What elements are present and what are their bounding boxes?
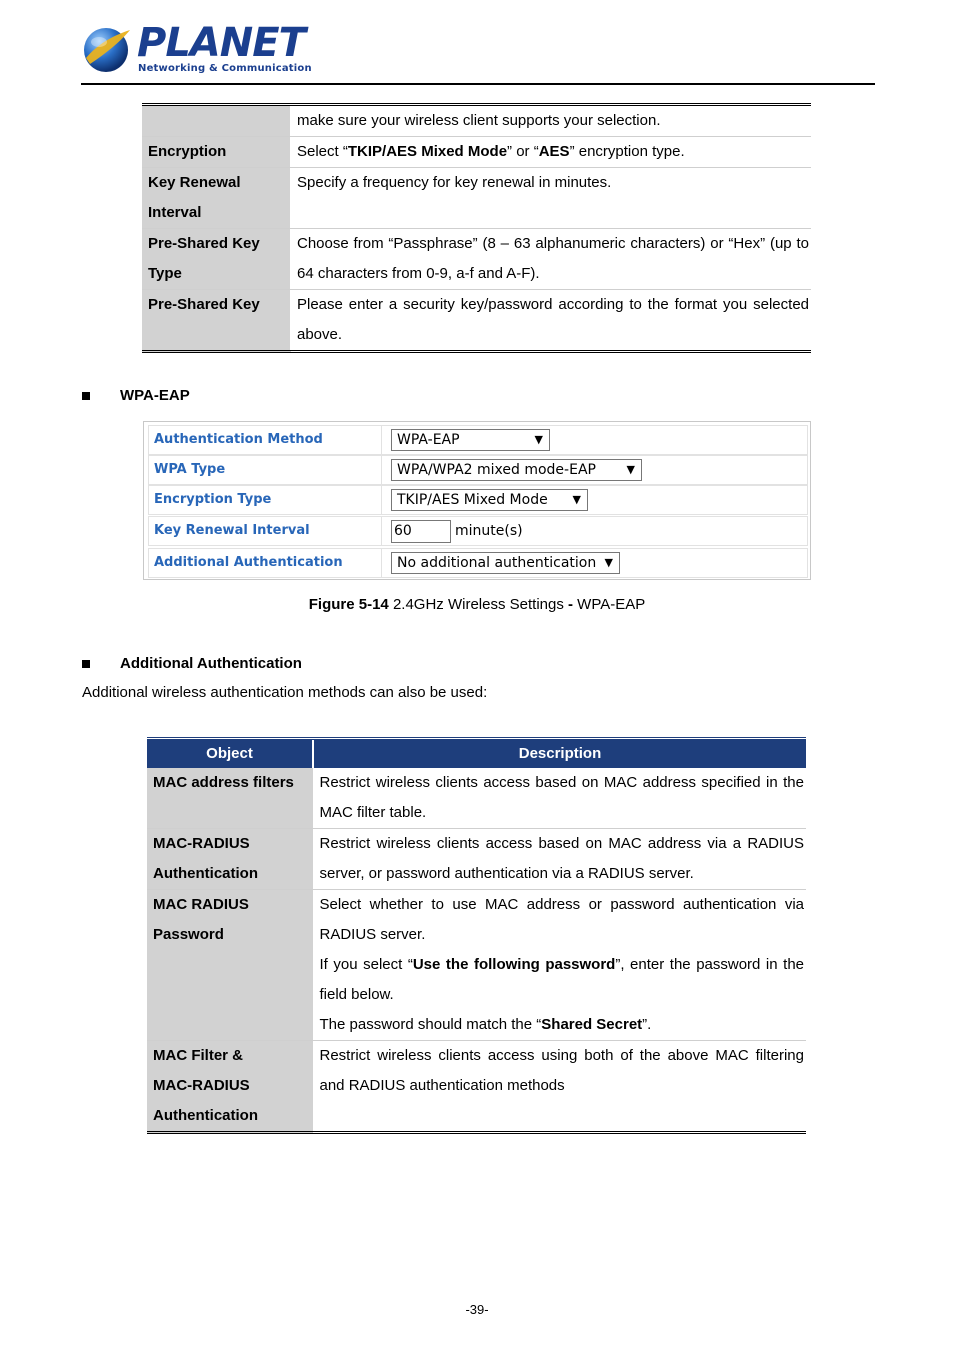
dropdown-arrow-icon: ▼ — [572, 493, 581, 506]
wpa-type-select[interactable]: WPA/WPA2 mixed mode-EAP ▼ — [391, 459, 642, 481]
planet-logo — [82, 20, 312, 78]
header-rule — [81, 83, 875, 85]
column-header-object: Object — [147, 739, 313, 769]
row-additional-authentication — [148, 548, 808, 578]
additional-authentication-label: Additional Authentication — [154, 555, 343, 570]
table-row — [142, 168, 811, 229]
section-heading-wpa-eap: WPA-EAP — [82, 387, 382, 407]
table-row — [142, 229, 811, 290]
additional-authentication-select[interactable]: No additional authentication ▼ — [391, 552, 620, 574]
table-row — [147, 1041, 806, 1133]
description-cell: make sure your wireless client supports your selection. — [291, 105, 812, 137]
dropdown-arrow-icon: ▼ — [534, 433, 543, 446]
wpa-type-label: WPA Type — [154, 462, 226, 477]
minutes-unit-label: minute(s) — [455, 523, 523, 539]
object-cell: MAC RADIUS Password — [147, 890, 313, 1041]
row-key-renewal-interval — [148, 516, 808, 546]
description-cell: Restrict wireless clients access using both of the above MAC filtering and RADIUS authentication methods — [319, 1047, 804, 1094]
authentication-method-select[interactable]: WPA-EAP ▼ — [391, 429, 550, 451]
description-cell: Restrict wireless clients access based on MAC address specified in the MAC filter table. — [313, 768, 806, 829]
dropdown-arrow-icon: ▼ — [626, 463, 635, 476]
object-cell: MAC-RADIUS Authentication — [147, 829, 313, 890]
description-cell: Select “TKIP/AES Mixed Mode” or “AES” encryption type. — [291, 137, 812, 168]
description-cell: Choose from “Passphrase” (8 – 63 alphanumeric characters) or “Hex” (up to 64 characters from 0-9, a-f and A-F). — [291, 229, 812, 290]
dropdown-arrow-icon: ▼ — [604, 556, 613, 569]
table-row — [147, 768, 806, 829]
security-settings-table — [142, 103, 811, 353]
object-cell: Pre-Shared Key Type — [142, 229, 291, 290]
section-heading-additional-authentication: Additional Authentication — [82, 655, 482, 675]
row-encryption-type — [148, 485, 808, 515]
table-header-row — [147, 739, 806, 769]
table-row — [147, 829, 806, 890]
key-renewal-interval-label: Key Renewal Interval — [154, 523, 310, 538]
object-cell: MAC Filter & MAC-RADIUS Authentication — [147, 1041, 313, 1133]
figure-caption: Figure 5-14 2.4GHz Wireless Settings - WPA-EAP — [308, 596, 646, 613]
description-cell: Specify a frequency for key renewal in minutes. — [291, 168, 812, 229]
logo-wordmark: PLANET — [137, 20, 305, 66]
object-cell: Key Renewal Interval — [142, 168, 291, 229]
globe-icon — [82, 22, 132, 74]
encryption-type-select[interactable]: TKIP/AES Mixed Mode ▼ — [391, 489, 588, 511]
object-cell: Pre-Shared Key — [142, 290, 291, 352]
bullet-square-icon — [82, 660, 90, 668]
table-row — [147, 890, 806, 1041]
additional-authentication-table — [147, 737, 806, 1134]
row-wpa-type — [148, 455, 808, 485]
intro-paragraph: Additional wireless authentication methods can also be used: — [82, 684, 488, 701]
object-cell — [142, 105, 291, 137]
description-cell: Please enter a security key/password according to the format you selected above. — [297, 296, 809, 343]
description-cell: Select whether to use MAC address or password authentication via RADIUS server. If you select “Use the following password”, enter the password in the field below. The password should match the “Shared Secret”. — [313, 890, 806, 1041]
object-cell: MAC address filters — [147, 768, 313, 829]
page-number: -39- — [465, 1302, 489, 1317]
table-row — [142, 105, 811, 137]
key-renewal-interval-input[interactable]: 60 — [391, 520, 451, 543]
table-row — [142, 290, 811, 352]
table-row — [142, 137, 811, 168]
object-cell: Encryption — [142, 137, 291, 168]
logo-tagline: Networking & Communication — [138, 63, 312, 74]
column-header-description: Description — [313, 739, 806, 769]
row-authentication-method — [148, 425, 808, 455]
description-cell: Restrict wireless clients access based on MAC address via a RADIUS server, or password authentication via a RADIUS server. — [313, 829, 806, 890]
wpa-eap-settings-panel — [143, 421, 811, 580]
bullet-square-icon — [82, 392, 90, 400]
authentication-method-label: Authentication Method — [154, 432, 323, 447]
encryption-type-label: Encryption Type — [154, 492, 272, 507]
